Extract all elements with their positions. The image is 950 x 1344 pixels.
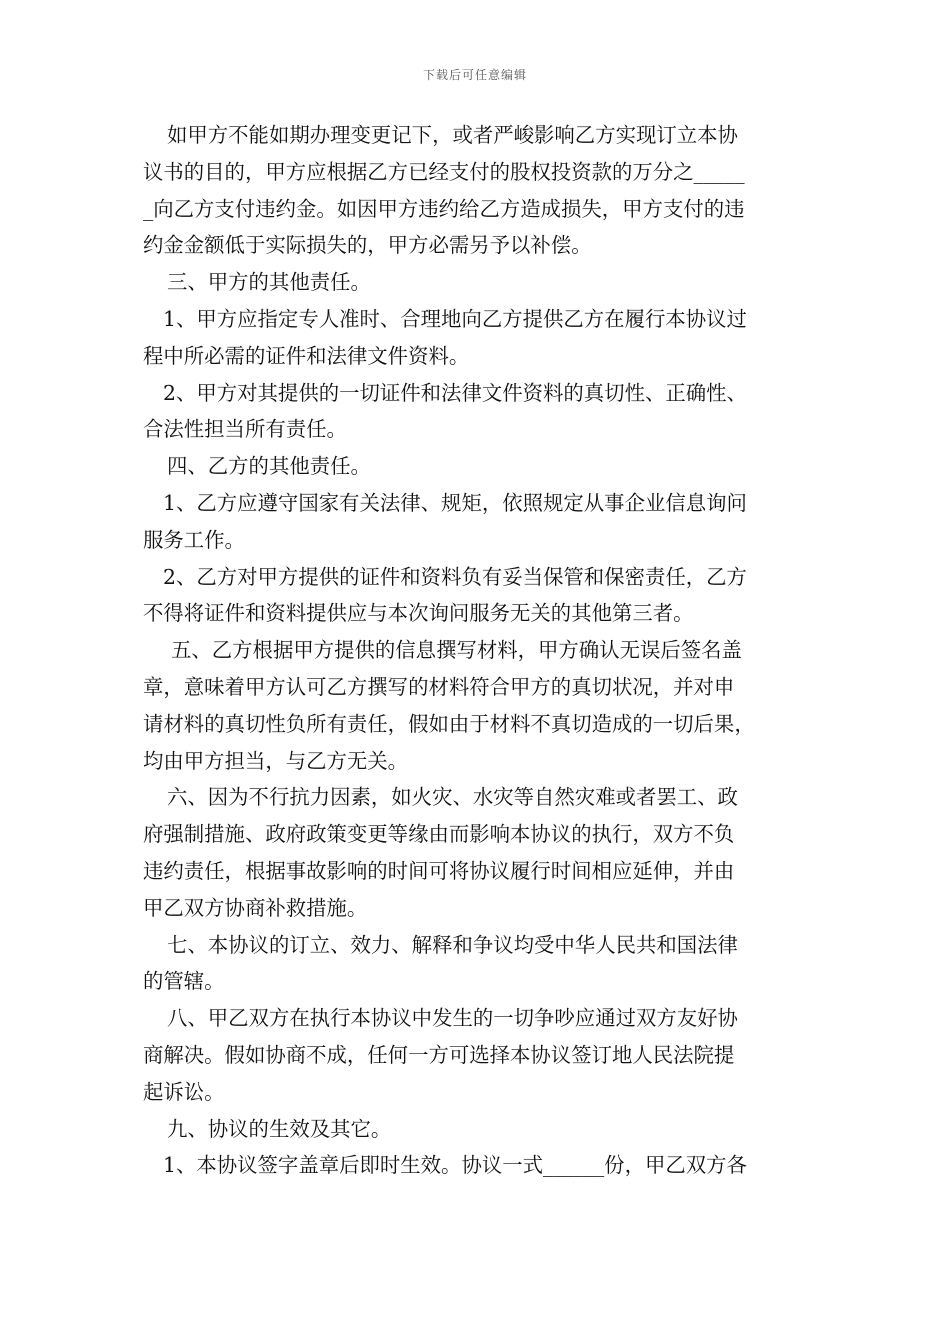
- text-line: _向乙方支付违约金。如因甲方违约给乙方造成损失，甲方支付的违: [143, 196, 745, 221]
- page-header: 下载后可任意编辑: [422, 68, 527, 82]
- text-line: 七、本协议的订立、效力、解释和争议均受中华人民共和国法律: [167, 932, 738, 957]
- text-line: 的管辖。: [143, 969, 225, 994]
- text-line: 请材料的真切性负所有责任，假如由于材料不真切造成的一切后果，: [143, 711, 755, 736]
- section-heading: 九、协议的生效及其它。: [167, 1116, 392, 1141]
- text-line: 2、乙方对甲方提供的证件和资料负有妥当保管和保密责任，乙方: [163, 564, 747, 589]
- text-line: 议书的目的，甲方应根据乙方已经支付的股权投资款的万分之_____: [143, 159, 745, 184]
- text-line: 约金金额低于实际损失的，甲方必需另予以补偿。: [143, 233, 592, 258]
- text-line: 1、甲方应指定专人准时、合理地向乙方提供乙方在履行本协议过: [163, 306, 747, 331]
- text-line: 五、乙方根据甲方提供的信息撰写材料，甲方确认无误后签名盖: [171, 638, 742, 663]
- text-line: 程中所必需的证件和法律文件资料。: [143, 343, 470, 368]
- text-line: 甲乙双方协商补救措施。: [143, 895, 368, 920]
- text-line: 1、本协议签字盖章后即时生效。协议一式______份，甲乙双方各: [163, 1153, 747, 1178]
- text-line: 八、甲乙双方在执行本协议中发生的一切争吵应通过双方友好协: [167, 1006, 738, 1031]
- text-line: 六、因为不行抗力因素，如火灾、水灾等自然灾难或者罢工、政: [167, 785, 738, 810]
- text-line: 均由甲方担当，与乙方无关。: [143, 748, 409, 773]
- text-line: 府强制措施、政府政策变更等缘由而影响本协议的执行，双方不负: [143, 822, 735, 847]
- text-line: 2、甲方对其提供的一切证件和法律文件资料的真切性、正确性、: [163, 380, 747, 405]
- text-line: 不得将证件和资料提供应与本次询问服务无关的其他第三者。: [143, 601, 694, 626]
- text-line: 服务工作。: [143, 527, 245, 552]
- text-line: 商解决。假如协商不成，任何一方可选择本协议签订地人民法院提: [143, 1042, 735, 1067]
- document-body: [143, 117, 823, 1184]
- section-heading: 三、甲方的其他责任。: [167, 270, 371, 295]
- text-line: 合法性担当所有责任。: [143, 417, 347, 442]
- text-line: 1、乙方应遵守国家有关法律、规矩，依照规定从事企业信息询问: [163, 490, 747, 515]
- text-line: 如甲方不能如期办理变更记下，或者严峻影响乙方实现订立本协: [167, 123, 738, 147]
- text-line: 起诉讼。: [143, 1079, 225, 1104]
- text-line: 违约责任，根据事故影响的时间可将协议履行时间相应延伸，并由: [143, 858, 735, 883]
- section-heading: 四、乙方的其他责任。: [167, 454, 371, 479]
- text-line: 章，意味着甲方认可乙方撰写的材料符合甲方的真切状况，并对申: [143, 674, 735, 699]
